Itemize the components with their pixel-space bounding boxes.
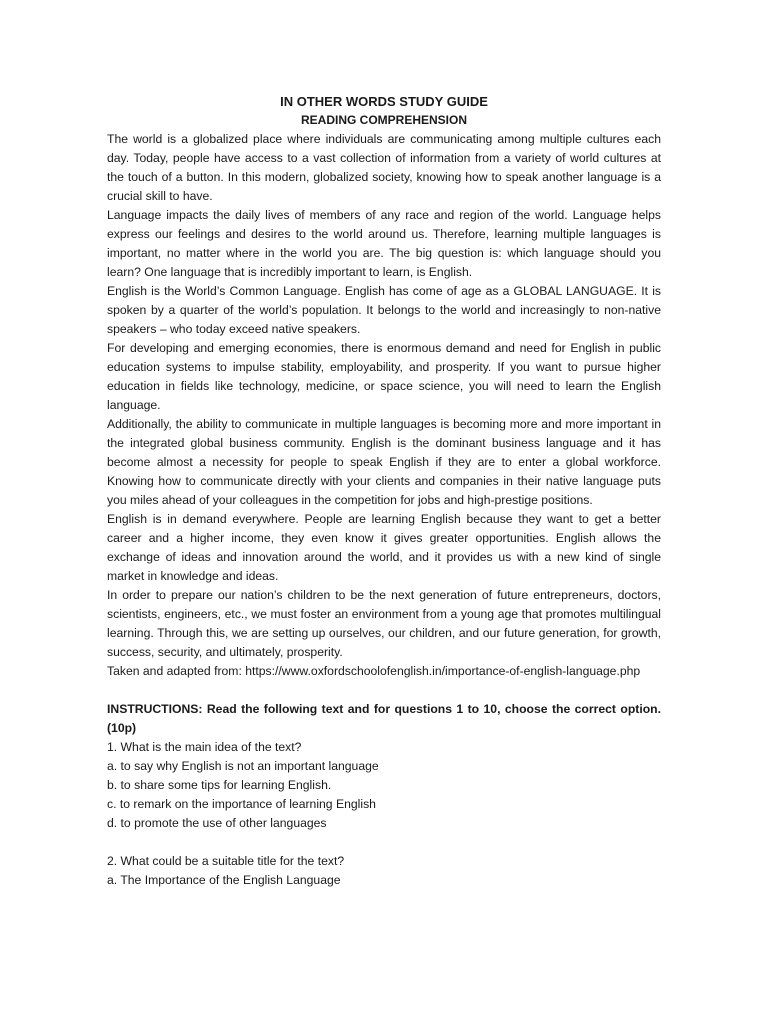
source-citation: Taken and adapted from: https://www.oxfordschoolofenglish.in/importance-of-english-language.php [107, 664, 641, 678]
answer-option: d. to promote the use of other languages [107, 816, 327, 830]
document-title: IN OTHER WORDS STUDY GUIDE [280, 94, 488, 109]
instructions: INSTRUCTIONS: Read the following text and for questions 1 to 10, choose the correct option. (10p) [107, 702, 661, 735]
paragraph: Language impacts the daily lives of members of any race and region of the world. Language helps express our feelings and desires to the world around us. Therefore, learning multiple languages is important, no matter where in the world you are. The big question is: which language should you learn? One language that is incredibly important to learn, is English. [107, 208, 661, 279]
question-text: 1. What is the main idea of the text? [107, 740, 302, 754]
question-text: 2. What could be a suitable title for the text? [107, 854, 345, 868]
spacer [107, 833, 661, 852]
paragraph: English is the World’s Common Language. English has come of age as a GLOBAL LANGUAGE. It is spoken by a quarter of the world’s population. It belongs to the world and increasingly to non-native speakers – who today exceed native speakers. [107, 284, 661, 336]
answer-option: c. to remark on the importance of learning English [107, 797, 376, 811]
paragraph: The world is a globalized place where individuals are communicating among multiple cultures each day. Today, people have access to a vast collection of information from a variety of world cultures at the touch of a button. In this modern, globalized society, knowing how to speak another language is a crucial skill to have. [107, 132, 661, 203]
document-page [107, 92, 661, 890]
paragraph: For developing and emerging economies, there is enormous demand and need for English in public education systems to impulse stability, employability, and prosperity. If you want to pursue higher education in fields like technology, medicine, or space science, you will need to learn the English language. [107, 341, 661, 412]
document-subtitle: READING COMPREHENSION [300, 113, 467, 127]
spacer [107, 681, 661, 700]
answer-option: a. The Importance of the English Language [107, 873, 341, 887]
paragraph: English is in demand everywhere. People are learning English because they want to get a better career and a higher income, they even know it gives greater opportunities. English allows the exchange of ideas and innovation around the world, and it provides us with a new kind of single market in knowledge and ideas. [107, 512, 661, 583]
answer-option: a. to say why English is not an important language [107, 759, 379, 773]
paragraph: Additionally, the ability to communicate in multiple languages is becoming more and more important in the integrated global business community. English is the dominant business language and it has become almost a necessity for people to speak English if they are to enter a global workforce. Knowing how to communicate directly with your clients and companies in their native language puts you miles ahead of your colleagues in the competition for jobs and high-prestige positions. [107, 417, 661, 507]
paragraph: In order to prepare our nation’s children to be the next generation of future entrepreneurs, doctors, scientists, engineers, etc., we must foster an environment from a young age that promotes multilingual learning. Through this, we are setting up ourselves, our children, and our future generation, for growth, success, security, and ultimately, prosperity. [107, 588, 661, 659]
answer-option: b. to share some tips for learning English. [107, 778, 332, 792]
